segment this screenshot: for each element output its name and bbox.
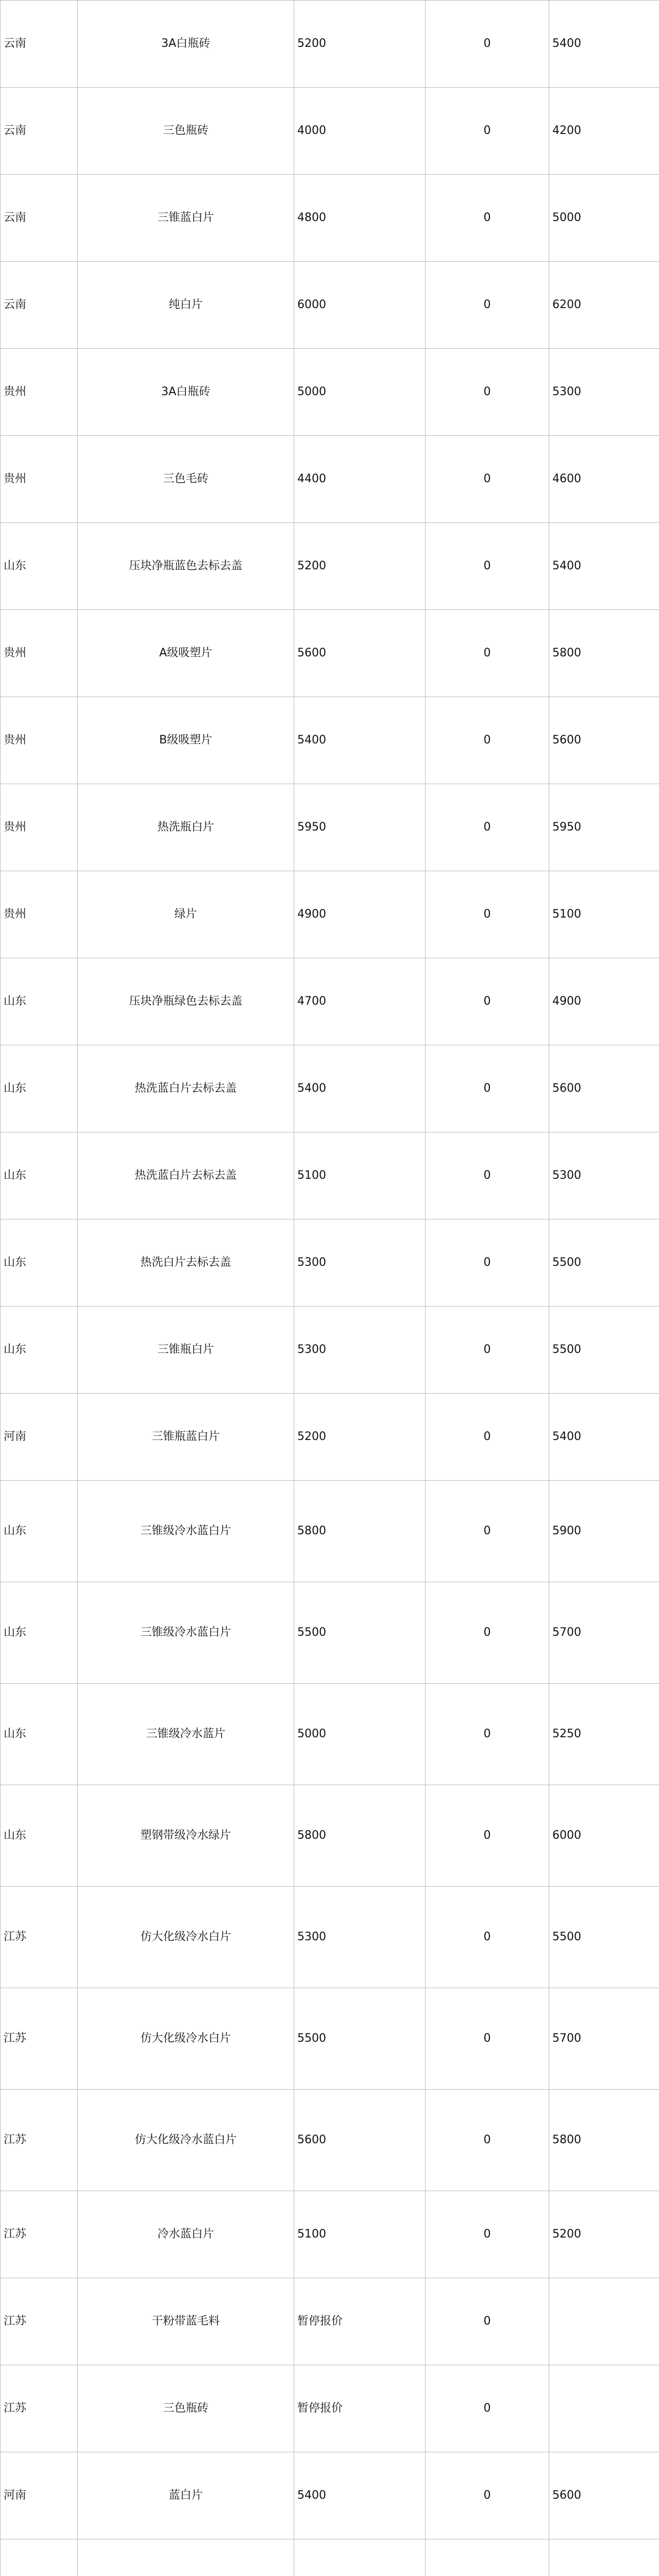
- cell-region: 河南: [1, 1394, 78, 1481]
- cell-price-low: 4400: [294, 436, 426, 523]
- cell-price-low: [294, 2539, 426, 2576]
- cell-price-high: [549, 2539, 659, 2576]
- table-row: [1, 88, 659, 175]
- table-row: [1, 1481, 659, 1582]
- cell-price-high: 5400: [549, 523, 659, 610]
- table-row: [1, 2191, 659, 2278]
- table-row: [1, 2365, 659, 2452]
- cell-price-low: 5200: [294, 1394, 426, 1481]
- cell-change: 0: [426, 1887, 549, 1988]
- cell-price-high: 5400: [549, 1394, 659, 1481]
- cell-price-low: 4700: [294, 958, 426, 1045]
- cell-price-high: 4900: [549, 958, 659, 1045]
- cell-price-high: 5700: [549, 1988, 659, 2090]
- cell-change: 0: [426, 1785, 549, 1887]
- cell-price-high: 5300: [549, 349, 659, 436]
- cell-spec: 三锥蓝白片: [78, 175, 294, 262]
- cell-spec: B级吸塑片: [78, 697, 294, 784]
- table-row: [1, 610, 659, 697]
- cell-region: 江苏: [1, 2191, 78, 2278]
- cell-region: 江苏: [1, 2365, 78, 2452]
- cell-region: 江苏: [1, 1988, 78, 2090]
- cell-spec: 热洗蓝白片去标去盖: [78, 1045, 294, 1132]
- cell-price-high: 5700: [549, 1582, 659, 1684]
- cell-change: 0: [426, 1582, 549, 1684]
- table-row: [1, 1988, 659, 2090]
- cell-change: 0: [426, 1684, 549, 1785]
- cell-region: 山东: [1, 1582, 78, 1684]
- cell-price-high: 5100: [549, 871, 659, 958]
- cell-price-low: 暂停报价: [294, 2365, 426, 2452]
- cell-region: 山东: [1, 958, 78, 1045]
- cell-change: 0: [426, 784, 549, 871]
- cell-price-high: 5950: [549, 784, 659, 871]
- table-row: [1, 1307, 659, 1394]
- cell-spec: [78, 2539, 294, 2576]
- cell-price-high: 5500: [549, 1887, 659, 1988]
- cell-region: 山东: [1, 1132, 78, 1219]
- table-row: [1, 1785, 659, 1887]
- cell-region: 山东: [1, 523, 78, 610]
- cell-price-low: 5800: [294, 1481, 426, 1582]
- table-row: [1, 2452, 659, 2539]
- table-row: [1, 697, 659, 784]
- cell-change: 0: [426, 175, 549, 262]
- cell-region: 云南: [1, 175, 78, 262]
- cell-region: 贵州: [1, 349, 78, 436]
- cell-region: 云南: [1, 262, 78, 349]
- cell-change: 0: [426, 871, 549, 958]
- cell-price-low: 5950: [294, 784, 426, 871]
- table-row: [1, 871, 659, 958]
- table-row: [1, 262, 659, 349]
- cell-change: 0: [426, 1307, 549, 1394]
- cell-region: 贵州: [1, 610, 78, 697]
- cell-price-high: 5400: [549, 1, 659, 88]
- cell-price-low: 5300: [294, 1307, 426, 1394]
- cell-change: 0: [426, 958, 549, 1045]
- cell-spec: 仿大化级冷水蓝白片: [78, 2090, 294, 2191]
- table-row: [1, 1, 659, 88]
- cell-spec: 冷水蓝白片: [78, 2191, 294, 2278]
- cell-spec: 压块净瓶蓝色去标去盖: [78, 523, 294, 610]
- cell-spec: 纯白片: [78, 262, 294, 349]
- cell-change: 0: [426, 1219, 549, 1307]
- cell-price-low: 5000: [294, 1684, 426, 1785]
- cell-price-low: 5400: [294, 2452, 426, 2539]
- cell-price-high: 4600: [549, 436, 659, 523]
- cell-region: 江苏: [1, 2278, 78, 2365]
- cell-region: 河南: [1, 2452, 78, 2539]
- cell-price-high: 5800: [549, 610, 659, 697]
- cell-change: 0: [426, 349, 549, 436]
- table-row: [1, 1219, 659, 1307]
- cell-region: 贵州: [1, 697, 78, 784]
- cell-spec: 三锥级冷水蓝白片: [78, 1582, 294, 1684]
- cell-change: 0: [426, 1045, 549, 1132]
- cell-region: 山东: [1, 1785, 78, 1887]
- cell-change: 0: [426, 2278, 549, 2365]
- table-row: [1, 958, 659, 1045]
- cell-price-low: 5500: [294, 1988, 426, 2090]
- cell-spec: 热洗瓶白片: [78, 784, 294, 871]
- cell-spec: 三锥级冷水蓝片: [78, 1684, 294, 1785]
- cell-region: 江苏: [1, 2090, 78, 2191]
- cell-change: 0: [426, 1, 549, 88]
- cell-spec: 绿片: [78, 871, 294, 958]
- cell-region: 云南: [1, 1, 78, 88]
- table-row: [1, 2278, 659, 2365]
- cell-change: 0: [426, 262, 549, 349]
- table-row: [1, 1887, 659, 1988]
- cell-spec: 三色毛砖: [78, 436, 294, 523]
- cell-spec: 干粉带蓝毛料: [78, 2278, 294, 2365]
- cell-price-high: 5900: [549, 1481, 659, 1582]
- table-row: [1, 784, 659, 871]
- cell-change: 0: [426, 2452, 549, 2539]
- table-row: [1, 1045, 659, 1132]
- cell-price-low: 暂停报价: [294, 2278, 426, 2365]
- cell-spec: 仿大化级冷水白片: [78, 1988, 294, 2090]
- cell-region: 山东: [1, 1684, 78, 1785]
- table-row: [1, 2539, 659, 2576]
- cell-price-high: 5200: [549, 2191, 659, 2278]
- cell-spec: 三色瓶砖: [78, 2365, 294, 2452]
- cell-region: 贵州: [1, 784, 78, 871]
- cell-region: 云南: [1, 88, 78, 175]
- table-row: [1, 1582, 659, 1684]
- cell-price-high: 5600: [549, 2452, 659, 2539]
- cell-change: 0: [426, 88, 549, 175]
- cell-change: 0: [426, 2090, 549, 2191]
- cell-change: 0: [426, 2191, 549, 2278]
- cell-price-high: 6000: [549, 1785, 659, 1887]
- cell-change: 0: [426, 523, 549, 610]
- cell-price-high: 5300: [549, 1132, 659, 1219]
- cell-price-low: 4800: [294, 175, 426, 262]
- cell-change: 0: [426, 697, 549, 784]
- cell-spec: 三色瓶砖: [78, 88, 294, 175]
- cell-price-low: 5600: [294, 2090, 426, 2191]
- cell-spec: 热洗白片去标去盖: [78, 1219, 294, 1307]
- table-row: [1, 436, 659, 523]
- cell-price-low: 5000: [294, 349, 426, 436]
- cell-price-low: 5100: [294, 1132, 426, 1219]
- cell-price-low: 6000: [294, 262, 426, 349]
- cell-spec: A级吸塑片: [78, 610, 294, 697]
- cell-spec: 三锥级冷水蓝白片: [78, 1481, 294, 1582]
- cell-price-low: 5400: [294, 697, 426, 784]
- cell-region: 山东: [1, 1045, 78, 1132]
- cell-price-high: 5000: [549, 175, 659, 262]
- cell-price-low: 5300: [294, 1219, 426, 1307]
- table-row: [1, 1132, 659, 1219]
- table-row: [1, 349, 659, 436]
- cell-region: [1, 2539, 78, 2576]
- cell-price-high: 6200: [549, 262, 659, 349]
- cell-price-low: 5300: [294, 1887, 426, 1988]
- cell-spec: 3A白瓶砖: [78, 1, 294, 88]
- table-row: [1, 175, 659, 262]
- cell-change: 0: [426, 1394, 549, 1481]
- cell-region: 贵州: [1, 871, 78, 958]
- cell-price-low: 5200: [294, 523, 426, 610]
- cell-spec: 热洗蓝白片去标去盖: [78, 1132, 294, 1219]
- table-row: [1, 2090, 659, 2191]
- cell-price-low: 5400: [294, 1045, 426, 1132]
- table-row: [1, 1684, 659, 1785]
- cell-change: [426, 2539, 549, 2576]
- cell-price-low: 5100: [294, 2191, 426, 2278]
- cell-price-low: 5600: [294, 610, 426, 697]
- cell-price-low: 5200: [294, 1, 426, 88]
- cell-price-high: 4200: [549, 88, 659, 175]
- cell-change: 0: [426, 1988, 549, 2090]
- cell-price-low: 5500: [294, 1582, 426, 1684]
- table-row: [1, 1394, 659, 1481]
- cell-spec: 3A白瓶砖: [78, 349, 294, 436]
- cell-price-low: 4900: [294, 871, 426, 958]
- cell-price-low: 5800: [294, 1785, 426, 1887]
- cell-spec: 蓝白片: [78, 2452, 294, 2539]
- cell-change: 0: [426, 1481, 549, 1582]
- cell-spec: 三锥瓶白片: [78, 1307, 294, 1394]
- cell-price-high: 5800: [549, 2090, 659, 2191]
- cell-change: 0: [426, 1132, 549, 1219]
- cell-region: 山东: [1, 1219, 78, 1307]
- cell-price-high: [549, 2278, 659, 2365]
- cell-price-low: 4000: [294, 88, 426, 175]
- cell-price-high: 5500: [549, 1307, 659, 1394]
- cell-change: 0: [426, 2365, 549, 2452]
- cell-change: 0: [426, 436, 549, 523]
- cell-spec: 压块净瓶绿色去标去盖: [78, 958, 294, 1045]
- cell-spec: 仿大化级冷水白片: [78, 1887, 294, 1988]
- cell-spec: 塑钢带级冷水绿片: [78, 1785, 294, 1887]
- cell-spec: 三锥瓶蓝白片: [78, 1394, 294, 1481]
- cell-price-high: 5600: [549, 1045, 659, 1132]
- cell-price-high: 5600: [549, 697, 659, 784]
- cell-region: 山东: [1, 1481, 78, 1582]
- table-row: [1, 523, 659, 610]
- cell-price-high: 5500: [549, 1219, 659, 1307]
- cell-price-high: [549, 2365, 659, 2452]
- cell-change: 0: [426, 610, 549, 697]
- cell-region: 贵州: [1, 436, 78, 523]
- cell-price-high: 5250: [549, 1684, 659, 1785]
- cell-region: 山东: [1, 1307, 78, 1394]
- cell-region: 江苏: [1, 1887, 78, 1988]
